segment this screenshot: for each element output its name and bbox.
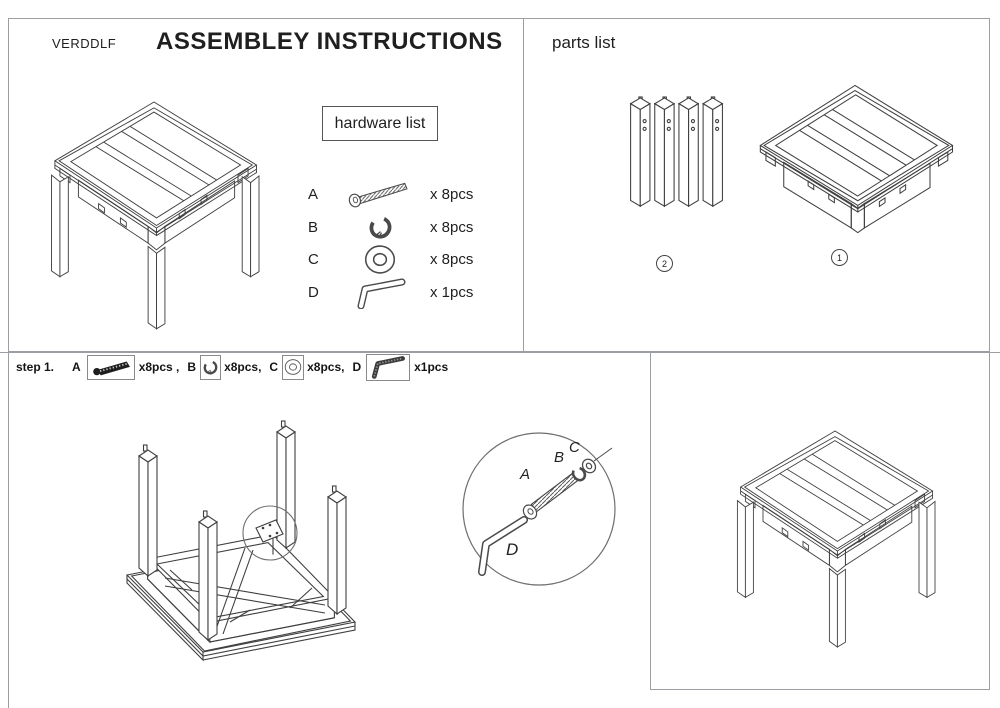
part-number: 2 (661, 258, 667, 269)
table-legs-drawing (622, 96, 732, 212)
part-badge-legs (656, 255, 673, 272)
page-title: ASSEMBLEY INSTRUCTIONS (156, 28, 503, 55)
hardware-list-box (322, 106, 438, 141)
table-top-drawing (735, 68, 960, 236)
step-item-qty: x1pcs (414, 360, 449, 374)
hardware-qty: x 1pcs (430, 284, 474, 301)
hardware-detail-drawing (458, 428, 620, 592)
hardware-letter: A (308, 186, 319, 203)
detail-label-b: B (554, 449, 565, 466)
hardware-row-b (308, 211, 483, 244)
left-spine-line (8, 352, 9, 708)
product-code: VERDDLF (52, 36, 117, 51)
step-item-letter: A (72, 360, 81, 374)
step-item-letter: B (187, 360, 197, 374)
hardware-row-c (308, 243, 483, 276)
hardware-letter: B (308, 219, 319, 236)
hardware-qty: x 8pcs (430, 186, 474, 203)
flat-washer-icon (284, 358, 302, 376)
hardware-list-title: hardware list (334, 114, 426, 132)
detail-label-d: D (506, 540, 519, 559)
part-badge-top (831, 249, 848, 266)
allen-key-icon (369, 355, 407, 379)
step-label: step 1. (16, 360, 55, 374)
assembled-table-drawing (28, 78, 280, 336)
hardware-row-a (308, 178, 483, 211)
hardware-detail-magnifier (458, 428, 620, 592)
bolt-icon (346, 180, 414, 210)
flat-washer-icon (363, 243, 397, 276)
step-item-letter: C (269, 360, 279, 374)
step-item-letter: D (352, 360, 362, 374)
parts-list-title: parts list (552, 33, 616, 52)
step-item-qty: x8pcs , (138, 360, 180, 374)
allen-key-icon (353, 277, 407, 309)
step-1-hardware-row (16, 353, 448, 381)
step-item-qty: x8pcs, (224, 360, 262, 374)
hardware-qty: x 8pcs (430, 219, 474, 236)
hardware-letter: D (308, 284, 319, 301)
hardware-row-d (308, 276, 483, 309)
hardware-qty: x 8pcs (430, 251, 474, 268)
step-item-qty: x8pcs, (307, 360, 345, 374)
detail-label-c: C (569, 439, 580, 456)
inverted-table-drawing (80, 400, 430, 685)
bolt-icon (90, 359, 132, 376)
detail-label-a: A (520, 466, 531, 483)
spring-washer-icon (202, 359, 219, 376)
spring-washer-icon (367, 214, 394, 241)
part-number: 1 (836, 252, 842, 263)
hardware-letter: C (308, 251, 319, 268)
assembled-table-result-drawing (715, 408, 955, 654)
